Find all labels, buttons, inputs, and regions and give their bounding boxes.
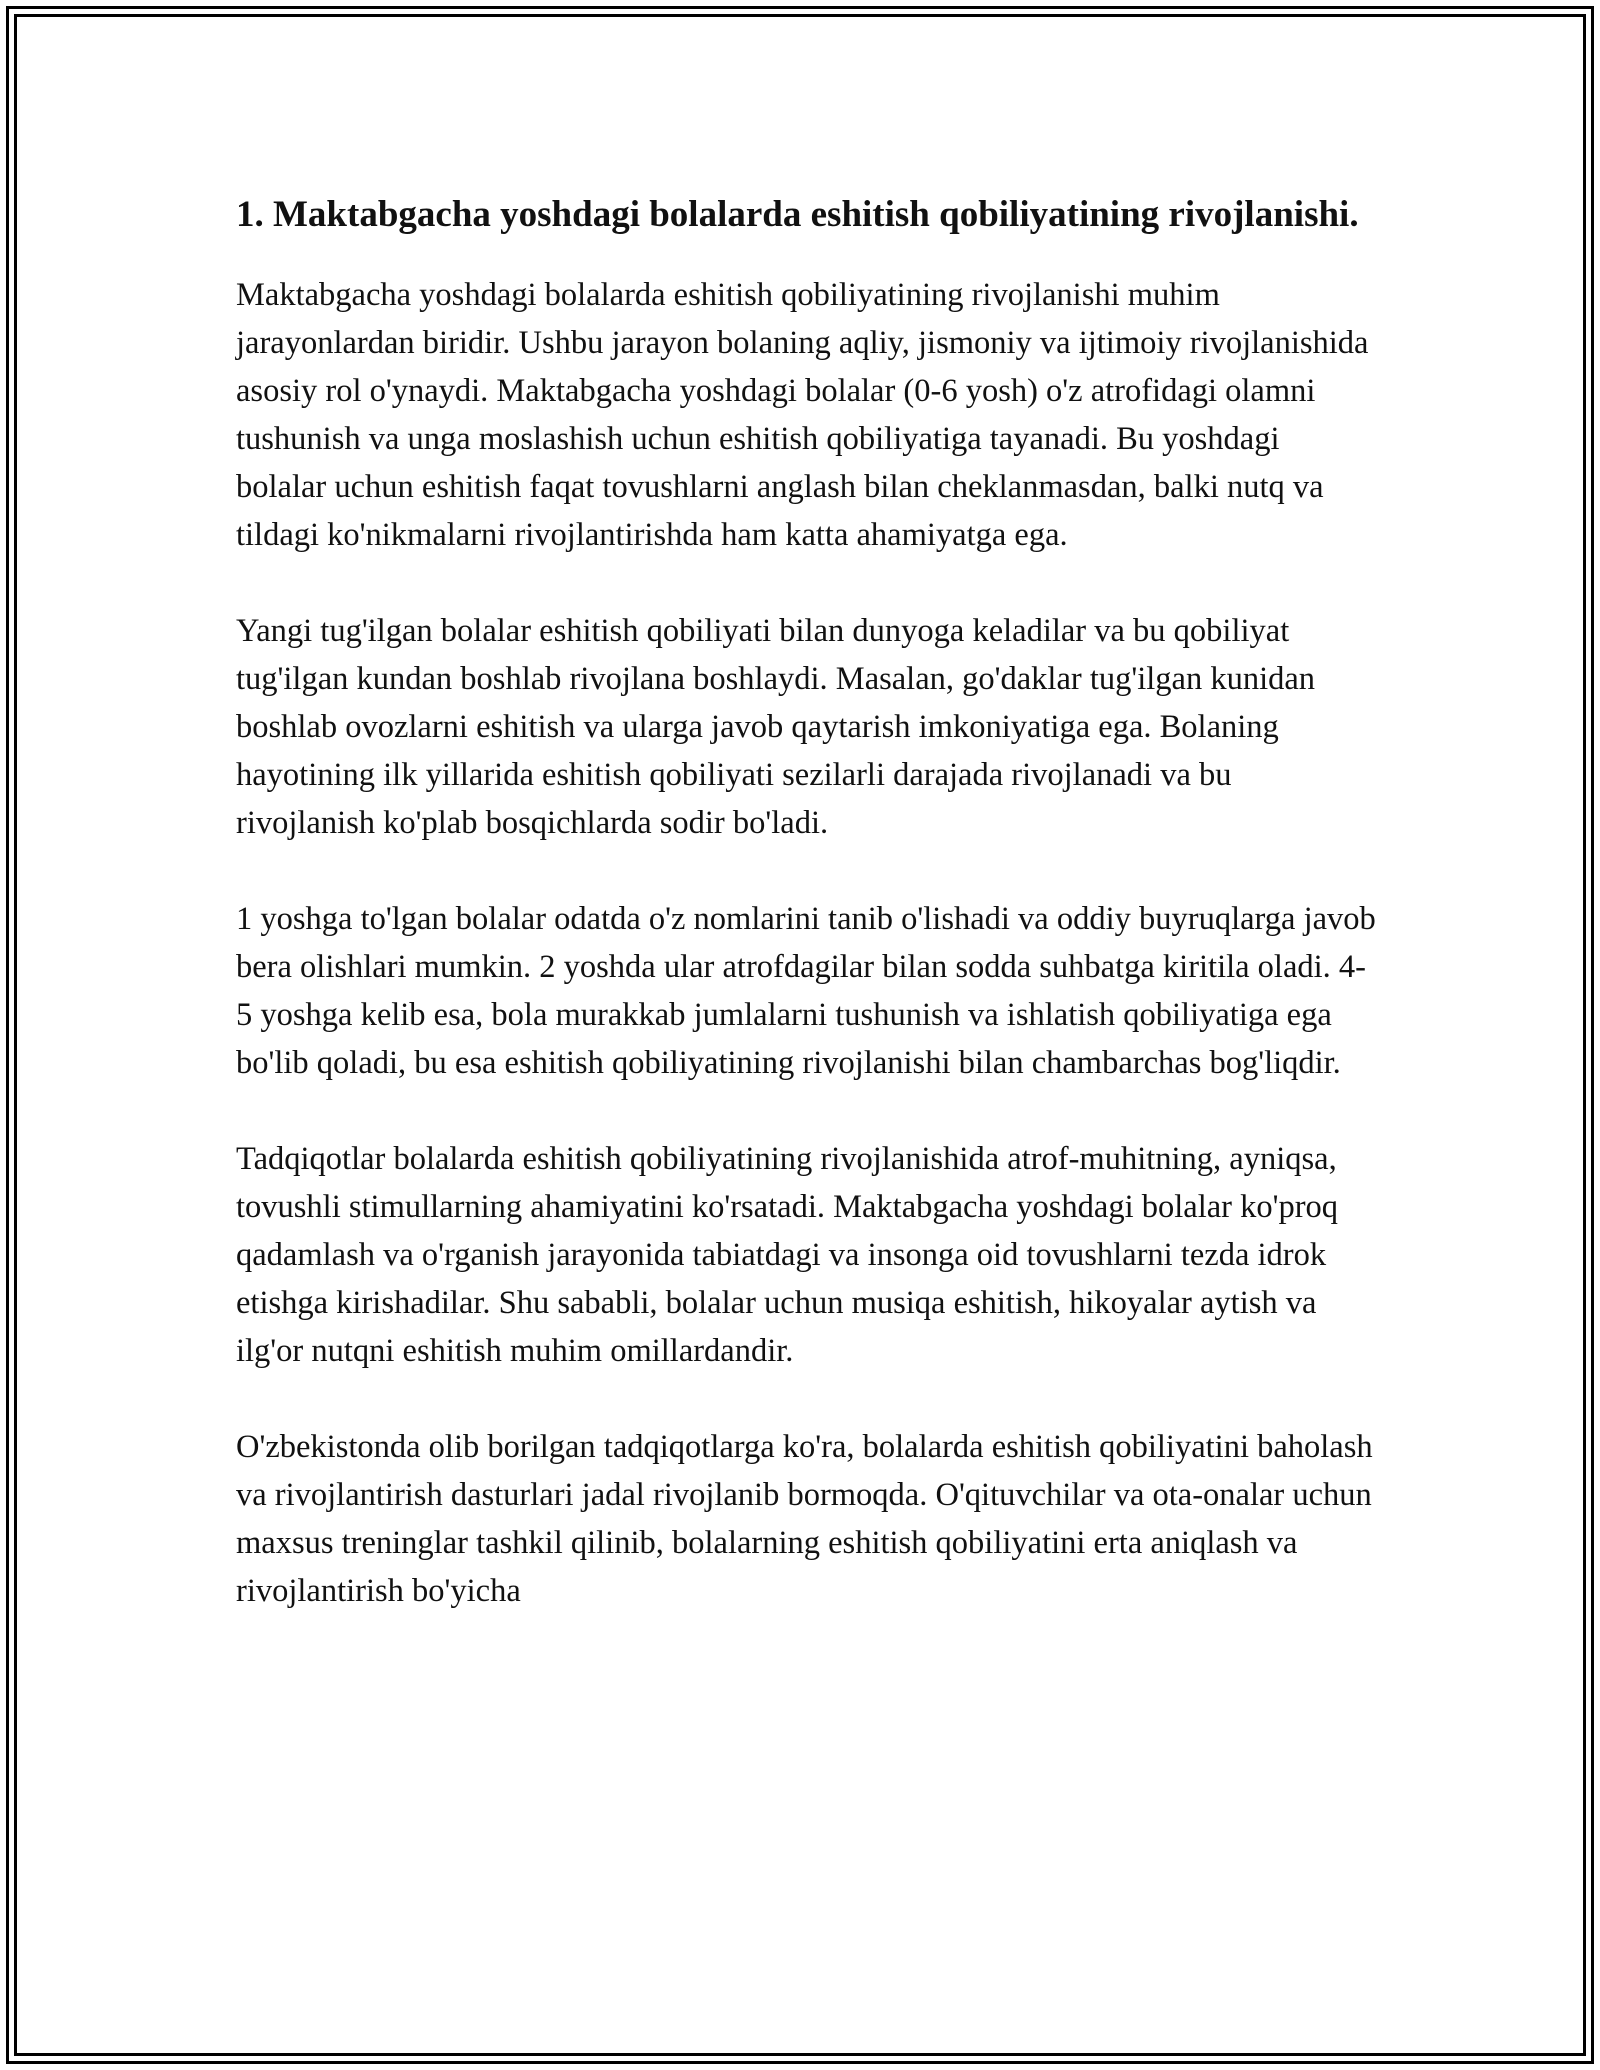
document-body (236, 186, 1376, 1663)
paragraph-1: Maktabgacha yoshdagi bolalarda eshitish qobiliyatining rivojlanishi muhim jarayonlardan biridir. Ushbu jarayon bolaning aqliy, jismoniy va ijtimoiy rivojlanishida asosiy rol o'ynaydi. Maktabgacha yoshdagi bolalar (0-6 yosh) o'z atrofidagi olamni tushunish va unga moslashish uchun eshitish qobiliyatiga tayanadi. Bu yoshdagi bolalar uchun eshitish faqat tovushlarni anglash bilan cheklanmasdan, balki nutq va tildagi ko'nikmalarni rivojlantirishda ham katta ahamiyatga ega. (236, 277, 1369, 553)
paragraph-4: Tadqiqotlar bolalarda eshitish qobiliyatining rivojlanishida atrof-muhitning, ayniqsa, tovushli stimullarning ahamiyatini ko'rsatadi. Maktabgacha yoshdagi bolalar ko'proq qadamlash va o'rganish jarayonida tabiatdagi va insonga oid tovushlarni tezda idrok etishga kirishadilar. Shu sababli, bolalar uchun musiqa eshitish, hikoyalar aytish va ilg'or nutqni eshitish muhim omillardandir. (236, 1141, 1339, 1369)
paragraph-5: O'zbekistonda olib borilgan tadqiqotlarga ko'ra, bolalarda eshitish qobiliyatini baholash va rivojlantirish dasturlari jadal rivojlanib bormoqda. O'qituvchilar va ota-onalar uchun maxsus treninglar tashkil qilinib, bolalarning eshitish qobiliyatini erta aniqlash va rivojlantirish bo'yicha (236, 1429, 1373, 1609)
paragraph-3: 1 yoshga to'lgan bolalar odatda o'z nomlarini tanib o'lishadi va oddiy buyruqlarga javob bera olishlari mumkin. 2 yoshda ular atrofdagilar bilan sodda suhbatga kiritila oladi. 4-5 yoshga kelib esa, bola murakkab jumlalarni tushunish va ishlatish qobiliyatiga ega bo'lib qoladi, bu esa eshitish qobiliyatining rivojlanishi bilan chambarchas bog'liqdir. (236, 901, 1376, 1081)
section-heading: 1. Maktabgacha yoshdagi bolalarda eshitish qobiliyatining rivojlanishi. (236, 194, 1359, 235)
paragraph-2: Yangi tug'ilgan bolalar eshitish qobiliyati bilan dunyoga keladilar va bu qobiliyat tug'ilgan kundan boshlab rivojlana boshlaydi. Masalan, go'daklar tug'ilgan kunidan boshlab ovozlarni eshitish va ularga javob qaytarish imkoniyatiga ega. Bolaning hayotining ilk yillarida eshitish qobiliyati sezilarli darajada rivojlanadi va bu rivojlanish ko'plab bosqichlarda sodir bo'ladi. (236, 613, 1316, 841)
